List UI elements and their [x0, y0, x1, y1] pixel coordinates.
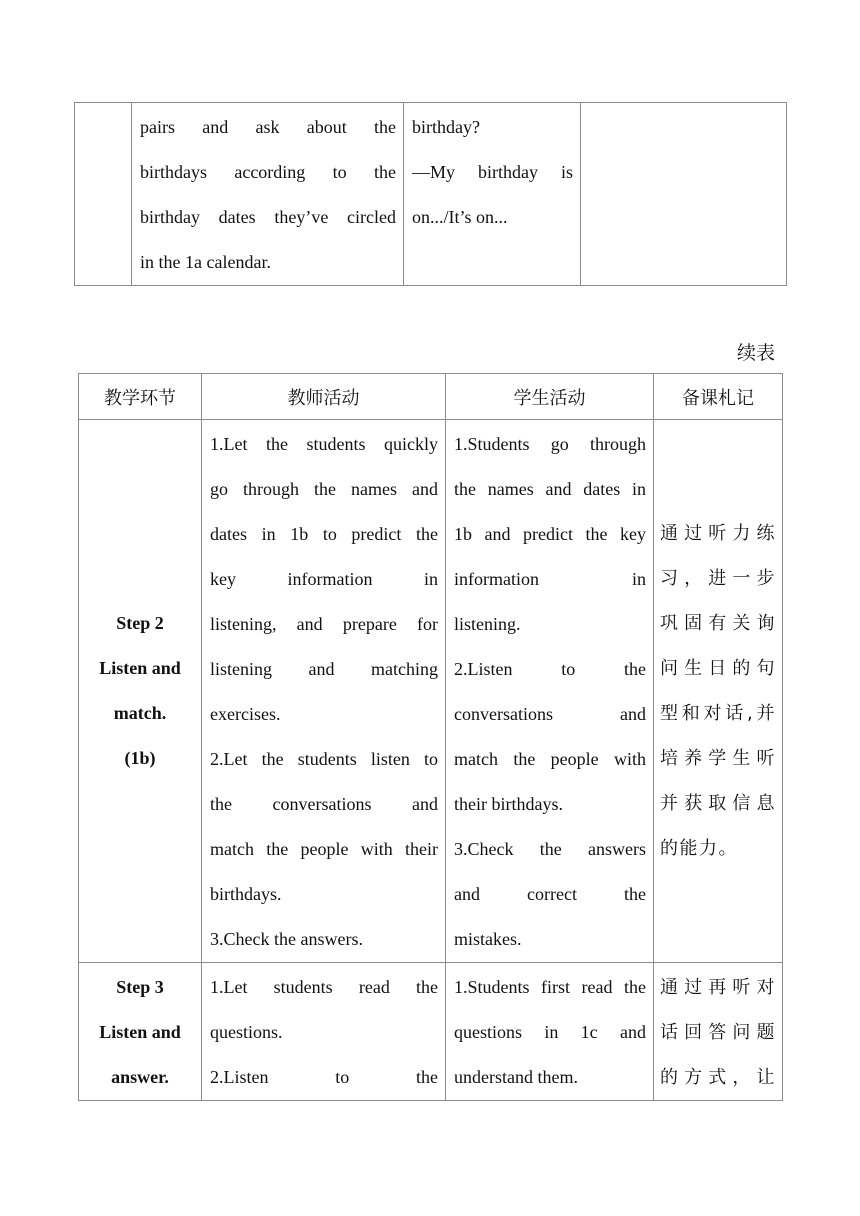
text-line: and correct the — [454, 884, 646, 904]
text-line: conversations and — [454, 704, 646, 724]
lesson-plan-table — [78, 373, 783, 1101]
text-line: birthday? — [412, 117, 480, 137]
table-row — [75, 103, 787, 286]
continued-table-top — [74, 102, 787, 286]
text-line: the conversations and — [210, 794, 438, 814]
teacher-activity-cell — [202, 963, 446, 1101]
table-caption: 续表 — [737, 342, 776, 364]
text-line: birthday dates they’ve circled — [140, 207, 396, 227]
step-title: Step 3 — [116, 977, 164, 997]
text-line: understand them. — [454, 1067, 578, 1087]
note-line: 培养学生听 — [660, 748, 776, 769]
note-line: 通过听力练 — [660, 523, 776, 544]
note-line: 习，进一步 — [660, 568, 776, 589]
text-line: exercises. — [210, 704, 281, 724]
table-row — [79, 420, 783, 963]
text-line: listening, and prepare for — [210, 614, 438, 634]
header-teaching-stage: 教学环节 — [79, 374, 202, 420]
text-line: 1b and predict the key — [454, 524, 646, 544]
text-line: match the people with — [454, 749, 646, 769]
note-line: 的能力。 — [660, 838, 738, 859]
text-line: pairs and ask about the — [140, 117, 396, 137]
note-line: 通过再听对 — [660, 977, 776, 998]
text-line: on.../It’s on... — [412, 207, 508, 227]
note-line: 问生日的句 — [660, 658, 776, 679]
step-title: (1b) — [124, 748, 156, 768]
text-line: in the 1a calendar. — [140, 252, 271, 272]
notes-cell — [654, 963, 783, 1101]
note-line: 巩固有关询 — [660, 613, 776, 634]
teacher-activity-cell — [132, 103, 404, 286]
step-cell — [79, 420, 202, 963]
empty-cell — [75, 103, 132, 286]
text-line: questions in 1c and — [454, 1022, 646, 1042]
text-line: 3.Check the answers. — [210, 929, 363, 949]
text-line: 2.Listen to the — [454, 659, 646, 679]
text-line: 1.Students first read the — [454, 977, 646, 997]
notes-cell — [581, 103, 787, 286]
note-line: 的方式，让 — [660, 1067, 776, 1088]
step-title: Listen and — [99, 1022, 181, 1042]
text-line: 2.Listen to the — [210, 1067, 438, 1087]
note-line: 话回答问题 — [660, 1022, 776, 1043]
text-line: questions. — [210, 1022, 283, 1042]
header-teacher-activity: 教师活动 — [202, 374, 446, 420]
table-row — [79, 963, 783, 1101]
header-lesson-notes: 备课札记 — [654, 374, 783, 420]
step-title: match. — [113, 703, 167, 723]
text-line: birthdays. — [210, 884, 282, 904]
step-title: Listen and — [99, 658, 181, 678]
text-line: mistakes. — [454, 929, 522, 949]
text-line: 2.Let the students listen to — [210, 749, 438, 769]
note-line: 并获取信息 — [660, 793, 776, 814]
text-line: birthdays according to the — [140, 162, 396, 182]
text-line: the names and dates in — [454, 479, 646, 499]
step-cell — [79, 963, 202, 1101]
step-title: Step 2 — [116, 613, 164, 633]
header-row — [79, 374, 783, 420]
text-line: 3.Check the answers — [454, 839, 646, 859]
note-line: 型和对话,并 — [660, 703, 776, 724]
text-line: listening. — [454, 614, 521, 634]
text-line: 1.Let the students quickly — [210, 434, 438, 454]
teacher-activity-cell — [202, 420, 446, 963]
header-student-activity: 学生活动 — [446, 374, 654, 420]
text-line: —My birthday is — [412, 162, 573, 182]
text-line: information in — [454, 569, 646, 589]
text-line: go through the names and — [210, 479, 438, 499]
text-line: 1.Students go through — [454, 434, 646, 454]
text-line: listening and matching — [210, 659, 438, 679]
text-line: their birthdays. — [454, 794, 563, 814]
student-activity-cell — [446, 963, 654, 1101]
text-line: match the people with their — [210, 839, 438, 859]
student-activity-cell — [446, 420, 654, 963]
text-line: 1.Let students read the — [210, 977, 438, 997]
text-line: dates in 1b to predict the — [210, 524, 438, 544]
student-activity-cell — [404, 103, 581, 286]
text-line: key information in — [210, 569, 438, 589]
notes-cell — [654, 420, 783, 963]
step-title: answer. — [111, 1067, 169, 1087]
